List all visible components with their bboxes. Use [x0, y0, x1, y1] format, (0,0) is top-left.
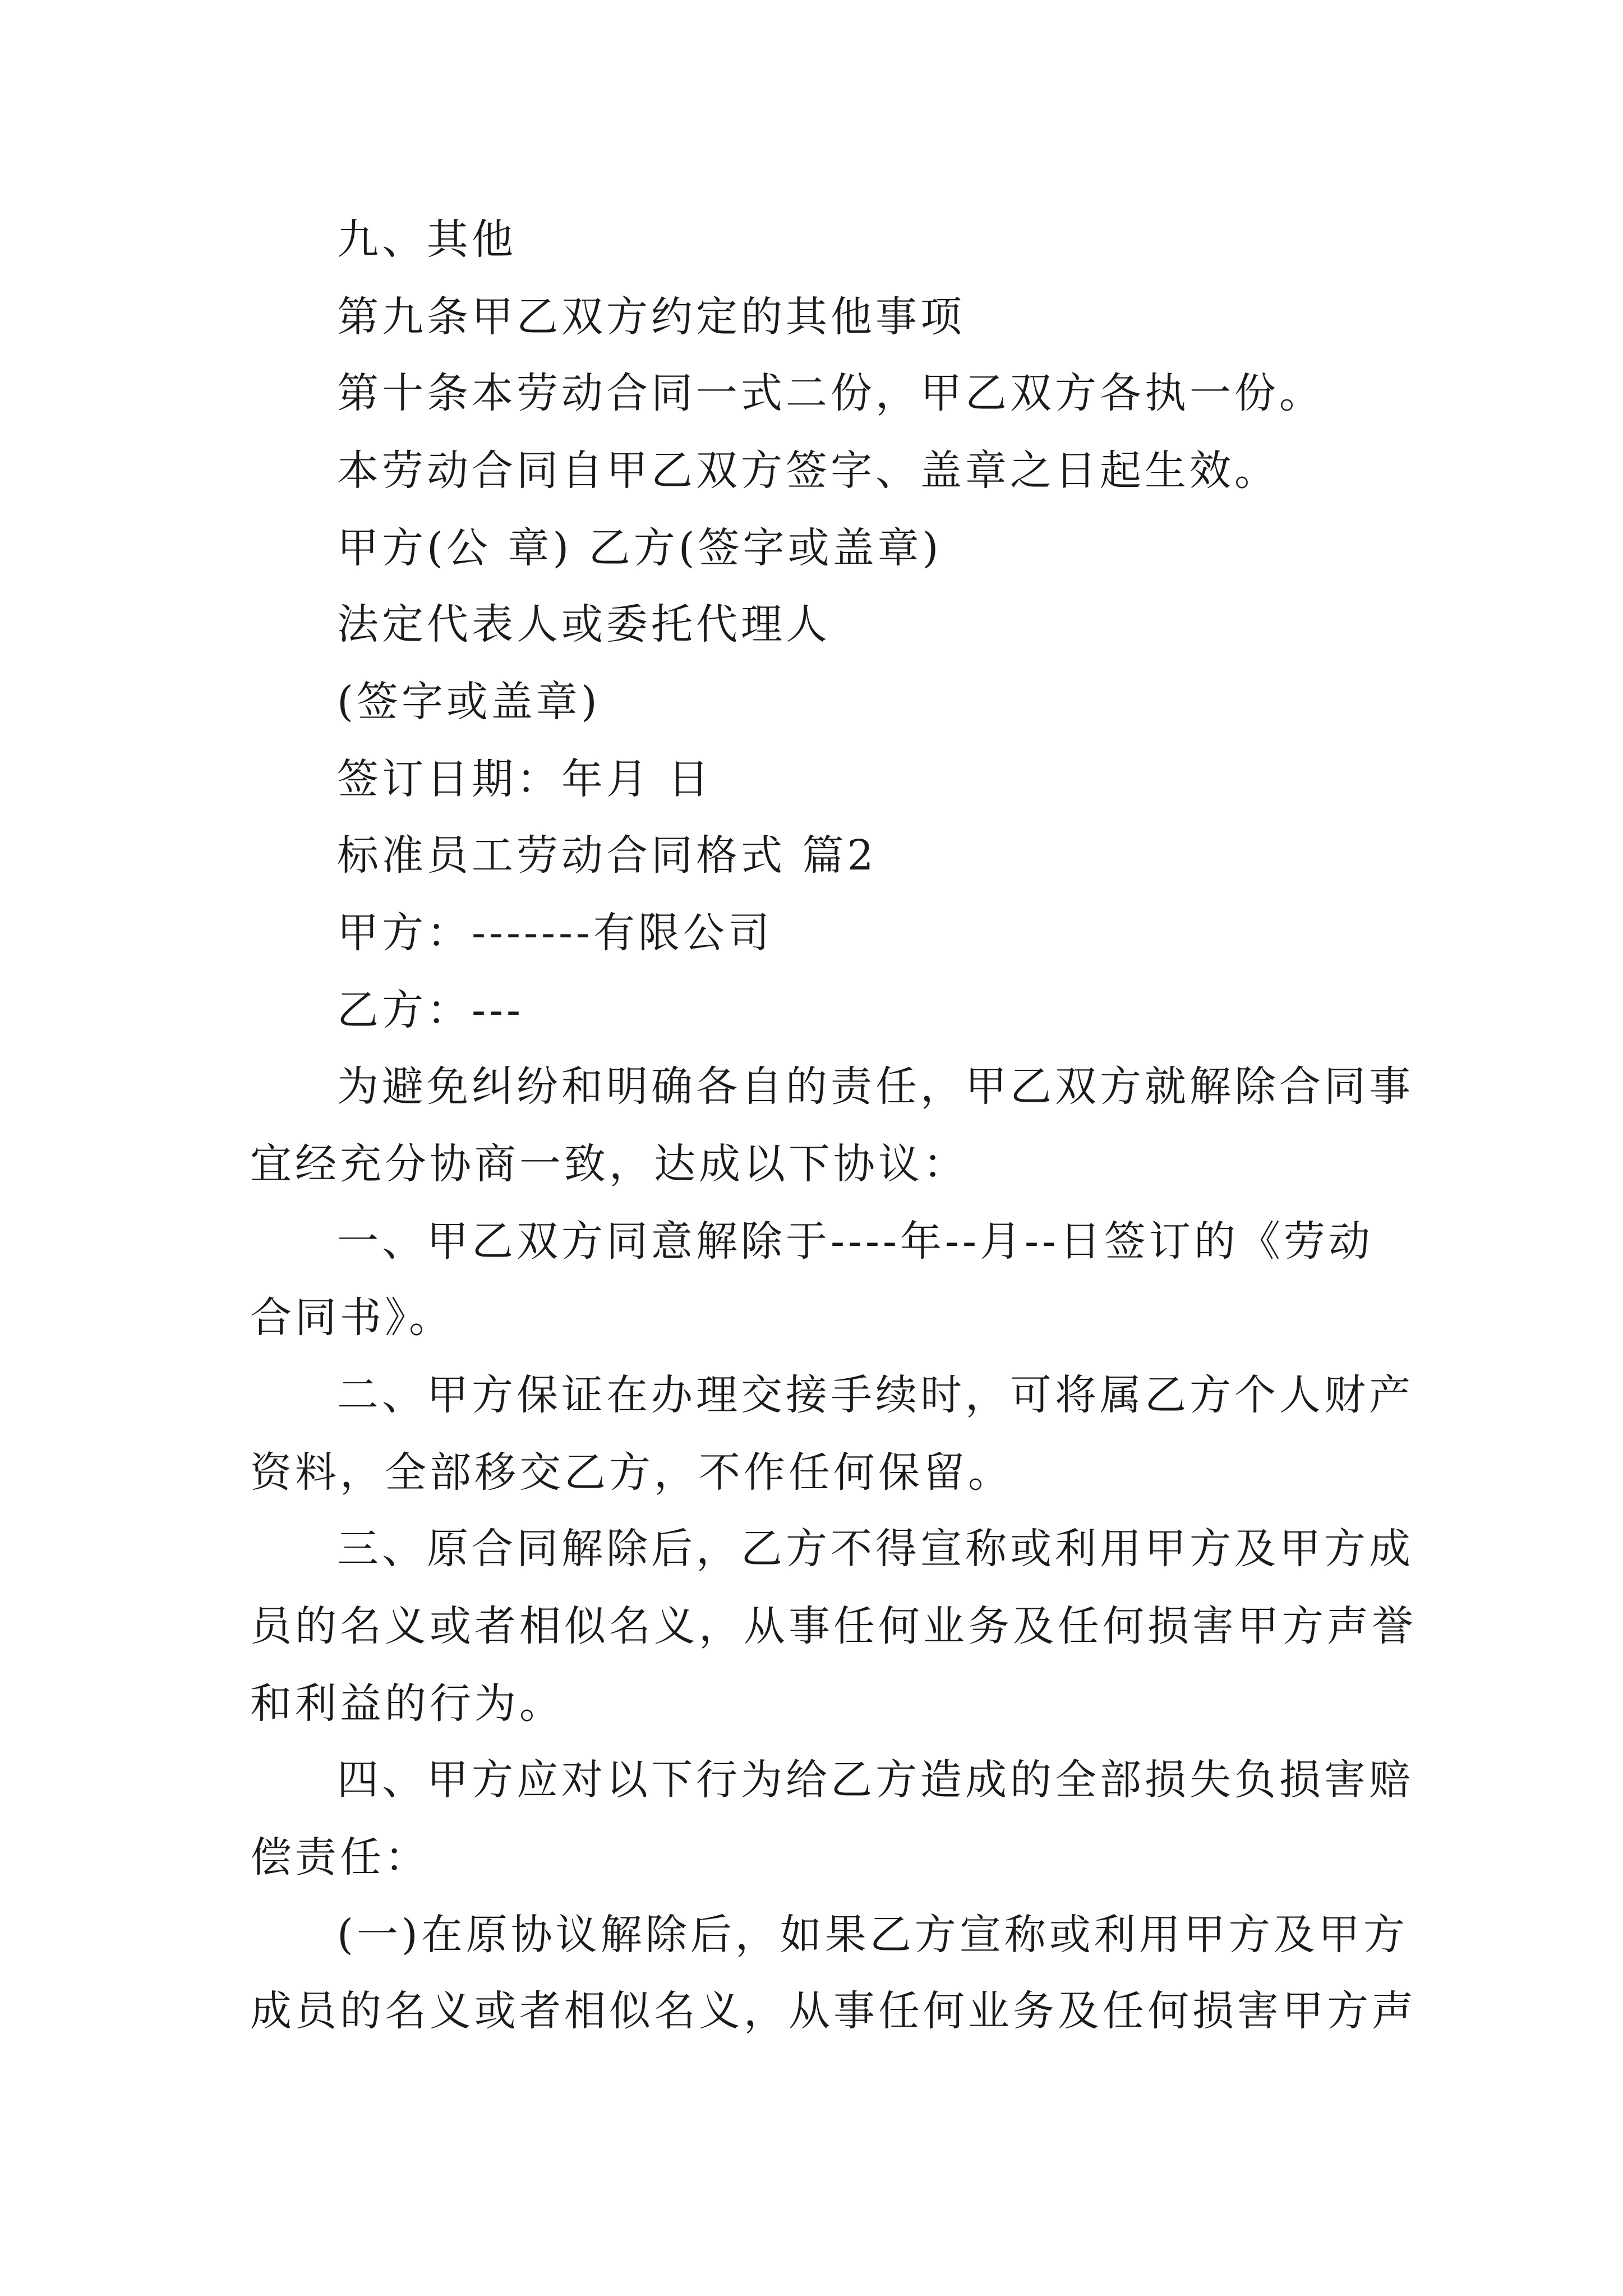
preamble-line-1: 为避免纠纷和明确各自的责任，甲乙双方就解除合同事 [337, 1062, 1414, 1111]
section-heading-other: 九、其他 [337, 215, 517, 264]
clause-10: 第十条本劳动合同一式二份，甲乙双方各执一份。 [337, 369, 1324, 417]
article-1-line-1: 一、甲乙双方同意解除于----年--月--日签订的《劳动 [337, 1217, 1374, 1266]
article-3-line-2: 员的名义或者相似名义，从事任何业务及任何损害甲方声誉 [250, 1602, 1417, 1650]
article-4-item-1-line-1: (一)在原协议解除后，如果乙方宣称或利用甲方及甲方 [337, 1911, 1408, 1959]
party-a: 甲方：-------有限公司 [337, 909, 773, 957]
article-4-line-2: 偿责任： [250, 1833, 430, 1881]
article-4-item-1-line-2: 成员的名义或者相似名义，从事任何业务及任何损害甲方声 [250, 1987, 1417, 2035]
article-3-line-3: 和利益的行为。 [250, 1680, 564, 1728]
section-title-part-2: 标准员工劳动合同格式 篇2 [337, 831, 877, 880]
article-1-line-2: 合同书》。 [250, 1294, 454, 1342]
signature-or-seal: (签字或盖章) [337, 678, 601, 726]
article-3-line-1: 三、原合同解除后，乙方不得宣称或利用甲方及甲方成 [337, 1525, 1414, 1573]
preamble-line-2: 宜经充分协商一致，达成以下协议： [250, 1140, 968, 1188]
article-2-line-1: 二、甲方保证在办理交接手续时，可将属乙方个人财产 [337, 1371, 1414, 1419]
party-b: 乙方：--- [337, 986, 524, 1034]
article-2-line-2: 资料，全部移交乙方，不作任何保留。 [250, 1448, 1013, 1497]
clause-9: 第九条甲乙双方约定的其他事项 [337, 293, 965, 341]
legal-representative: 法定代表人或委托代理人 [337, 600, 831, 648]
signature-parties: 甲方(公 章) 乙方(签字或盖章) [337, 524, 942, 572]
effective-clause: 本劳动合同自甲乙双方签字、盖章之日起生效。 [337, 447, 1279, 495]
signing-date: 签订日期：年月 日 [337, 755, 713, 803]
article-4-line-1: 四、甲方应对以下行为给乙方造成的全部损失负损害赔 [337, 1756, 1414, 1804]
